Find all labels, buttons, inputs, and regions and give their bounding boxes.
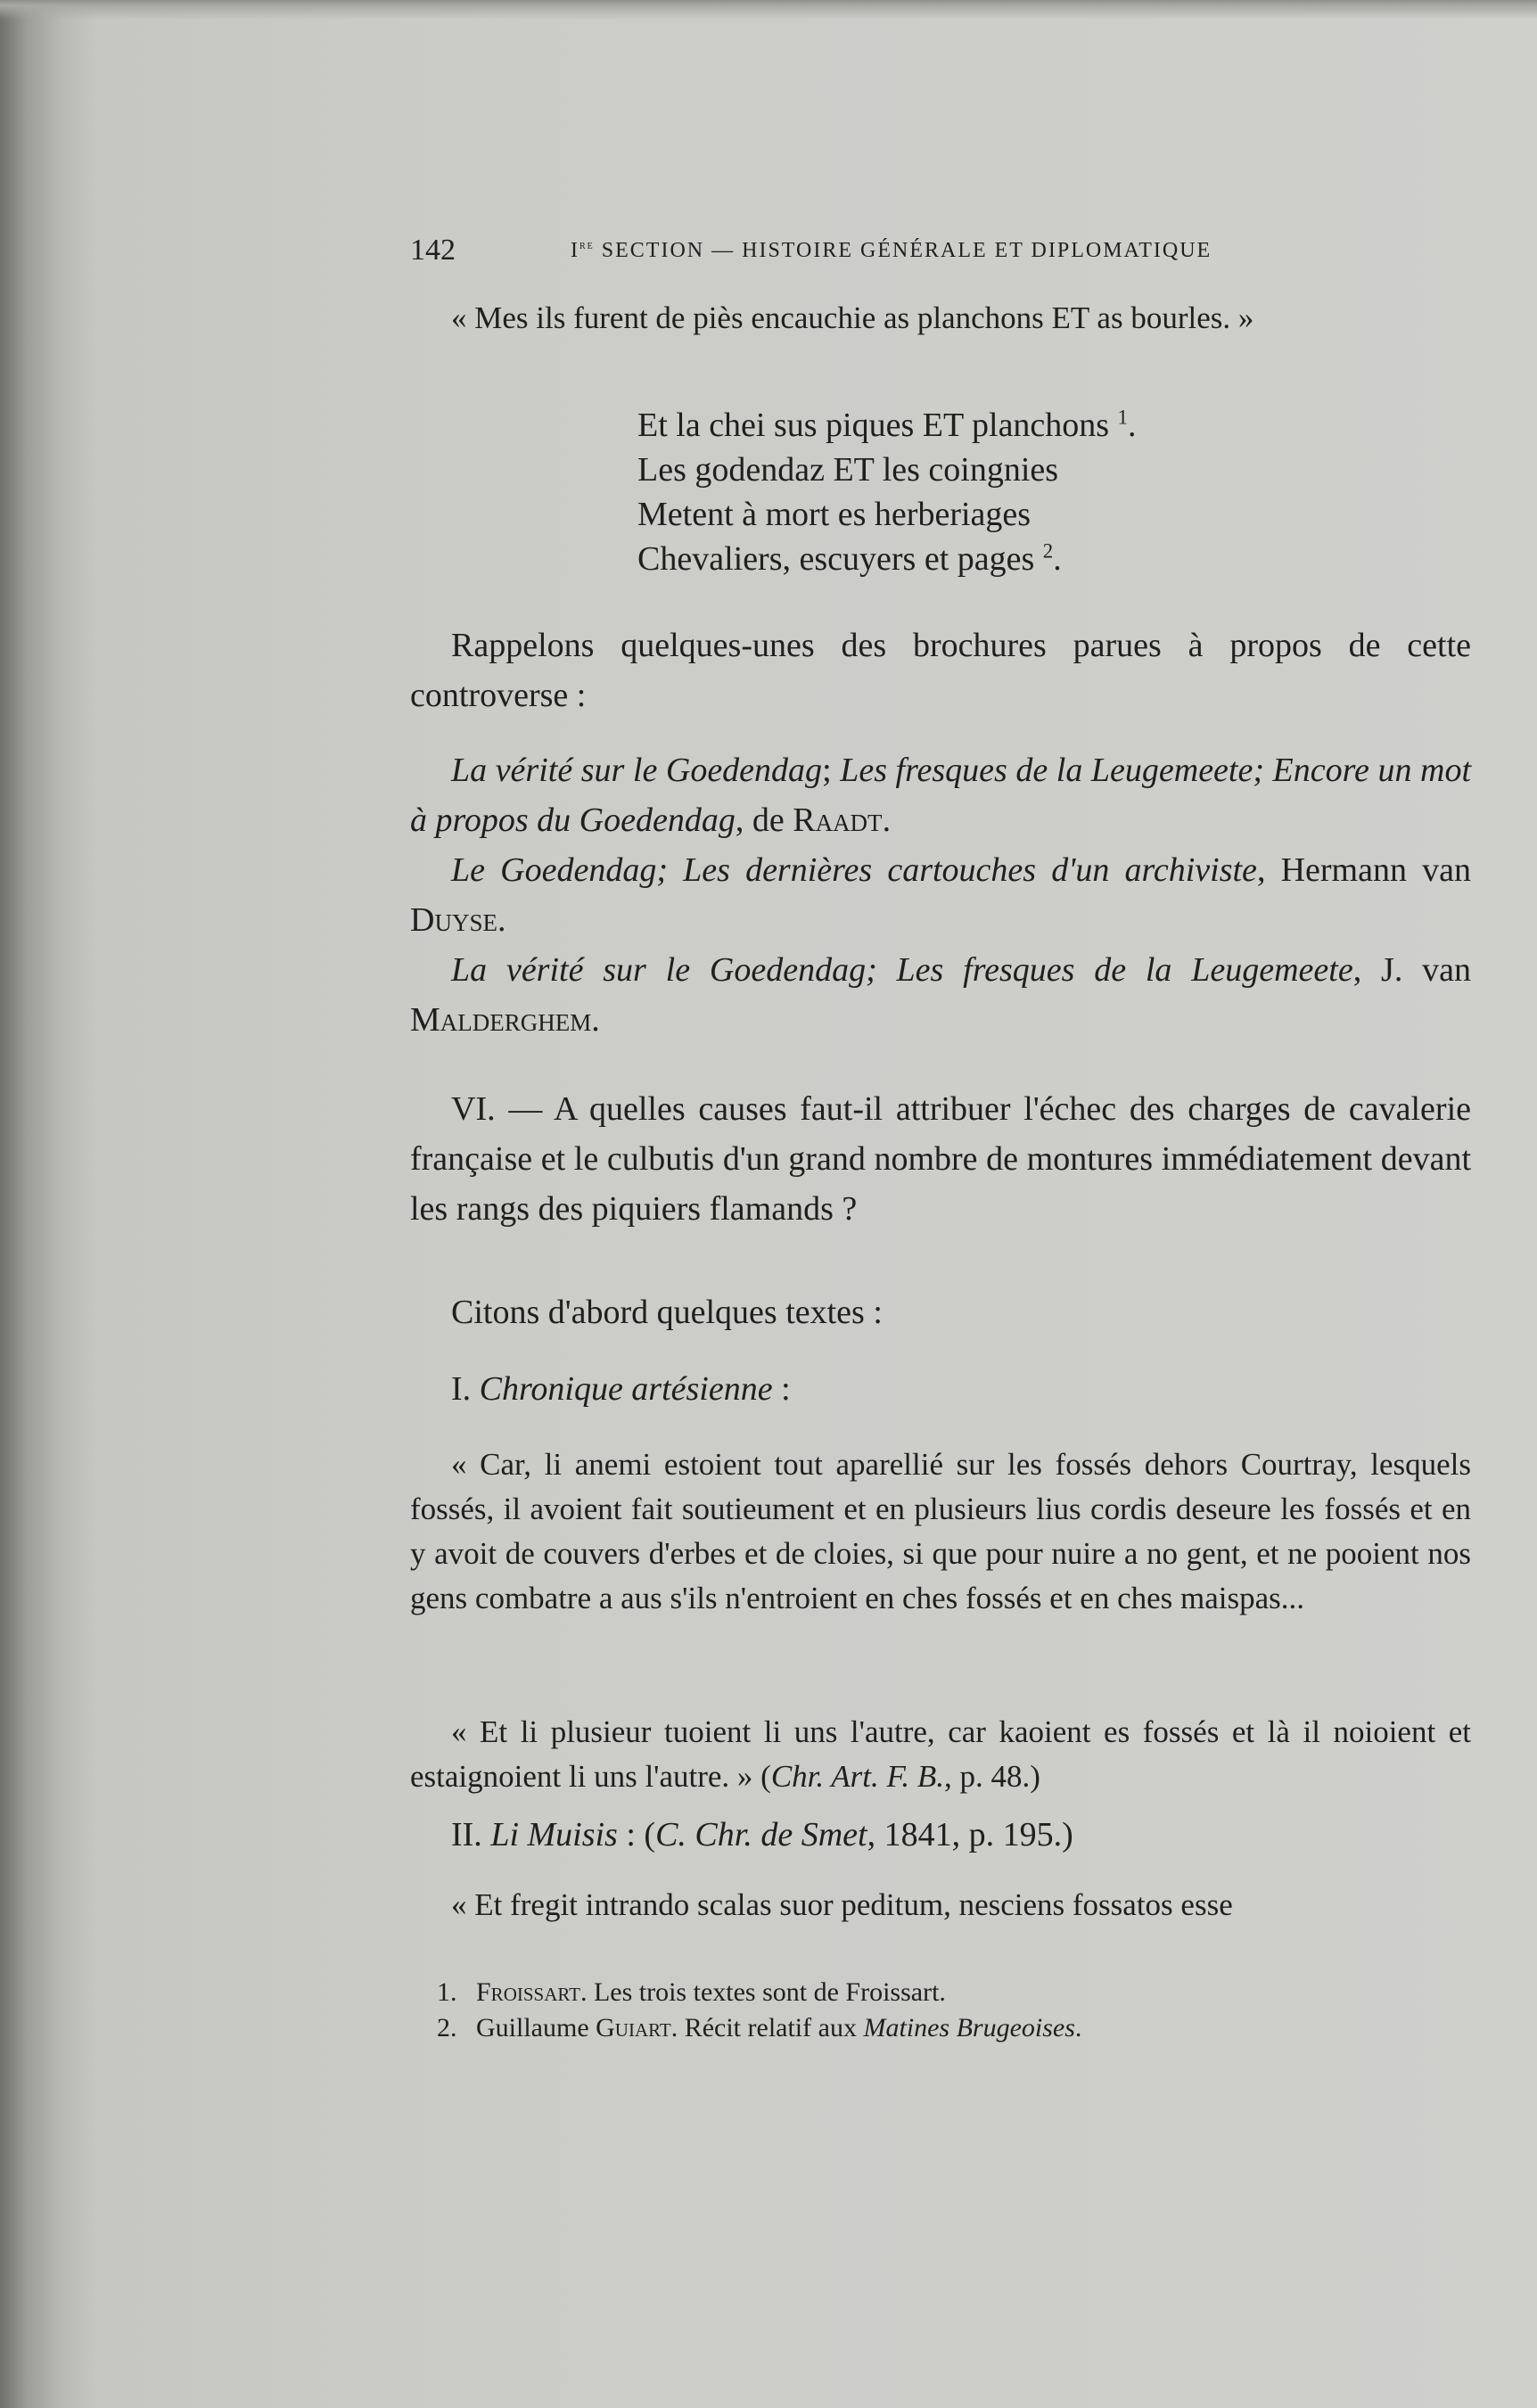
scan-top-edge-shadow	[0, 0, 1537, 20]
paragraph-citons: Citons d'abord quelques textes :	[451, 1294, 883, 1331]
paragraph-rappelons: Rappelons quelques-unes des brochures parues à propos de cette controverse :	[410, 627, 1471, 714]
verse-line: Et la chei sus piques ET planchons $^1$.	[637, 406, 1137, 444]
verse-block	[637, 403, 1137, 581]
running-header	[410, 234, 1471, 269]
verse-line: Chevaliers, escuyers et pages $^2$.	[637, 539, 1062, 578]
quote-car: « Car, li anemi estoient tout aparellié sur les fossés dehors Courtray, lesquels fossés, il avoient fait soutieument et en plusieurs lius cordis deseure les fossés et en y avoit de couvers d'erbes et de cloies, si que pour nuire a no gent, et ne pooient nos gens combatre a aus s'ils n'entroient en ches fossés et en ches maispas...	[410, 1447, 1471, 1615]
page-number: 142	[410, 234, 456, 267]
verse-line: Les godendaz ET les coingnies	[637, 451, 1059, 489]
quote-mes-ils: « Mes ils furent de piès encauchie as planchons ET as bourles. »	[451, 300, 1254, 335]
brochure-duyse: Le Goedendag; Les dernières cartouches d'un archiviste, Hermann van Duyse.	[410, 851, 1471, 939]
brochure-malderghem: La vérité sur le Goedendag; Les fresques de la Leugemeete, J. van Malderghem.	[410, 951, 1472, 1039]
paragraph-vi: VI. — A quelles causes faut-il attribuer l'échec des charges de cavalerie française et le culbutis d'un grand nombre de montures immédiatement devant les rangs des piquiers flamands ?	[410, 1090, 1471, 1228]
quote-et-fregit: « Et fregit intrando scalas suor peditum, nesciens fossatos esse	[451, 1887, 1233, 1922]
brochure-list	[410, 745, 1471, 1045]
brochure-raadt: La vérité sur le Goedendag; Les fresques de la Leugemeete; Encore un mot à propos du Goedendag, de Raadt.	[410, 752, 1472, 839]
running-title: Ire SECTION — HISTOIRE GÉNÉRALE ET DIPLOMATIQUE	[571, 238, 1212, 262]
verse-line: Metent à mort es herberiages	[637, 496, 1032, 533]
footnote-1: 1. Froissart. Les trois textes sont de Froissart.	[437, 1977, 946, 2007]
heading-li-muisis: II. Li Muisis : (C. Chr. de Smet, 1841, p. 195.)	[451, 1816, 1073, 1853]
footnote-2: 2. Guillaume Guiart. Récit relatif aux Matines Brugeoises.	[437, 2013, 1082, 2042]
quote-et-li-plusieur: « Et li plusieur tuoient li uns l'autre, car kaoient es fossés et là il noioient et estaignoient li uns l'autre. » (Chr. Art. F. B., p. 48.)	[410, 1714, 1471, 1794]
heading-chronique-artesienne: I. Chronique artésienne :	[451, 1370, 791, 1408]
